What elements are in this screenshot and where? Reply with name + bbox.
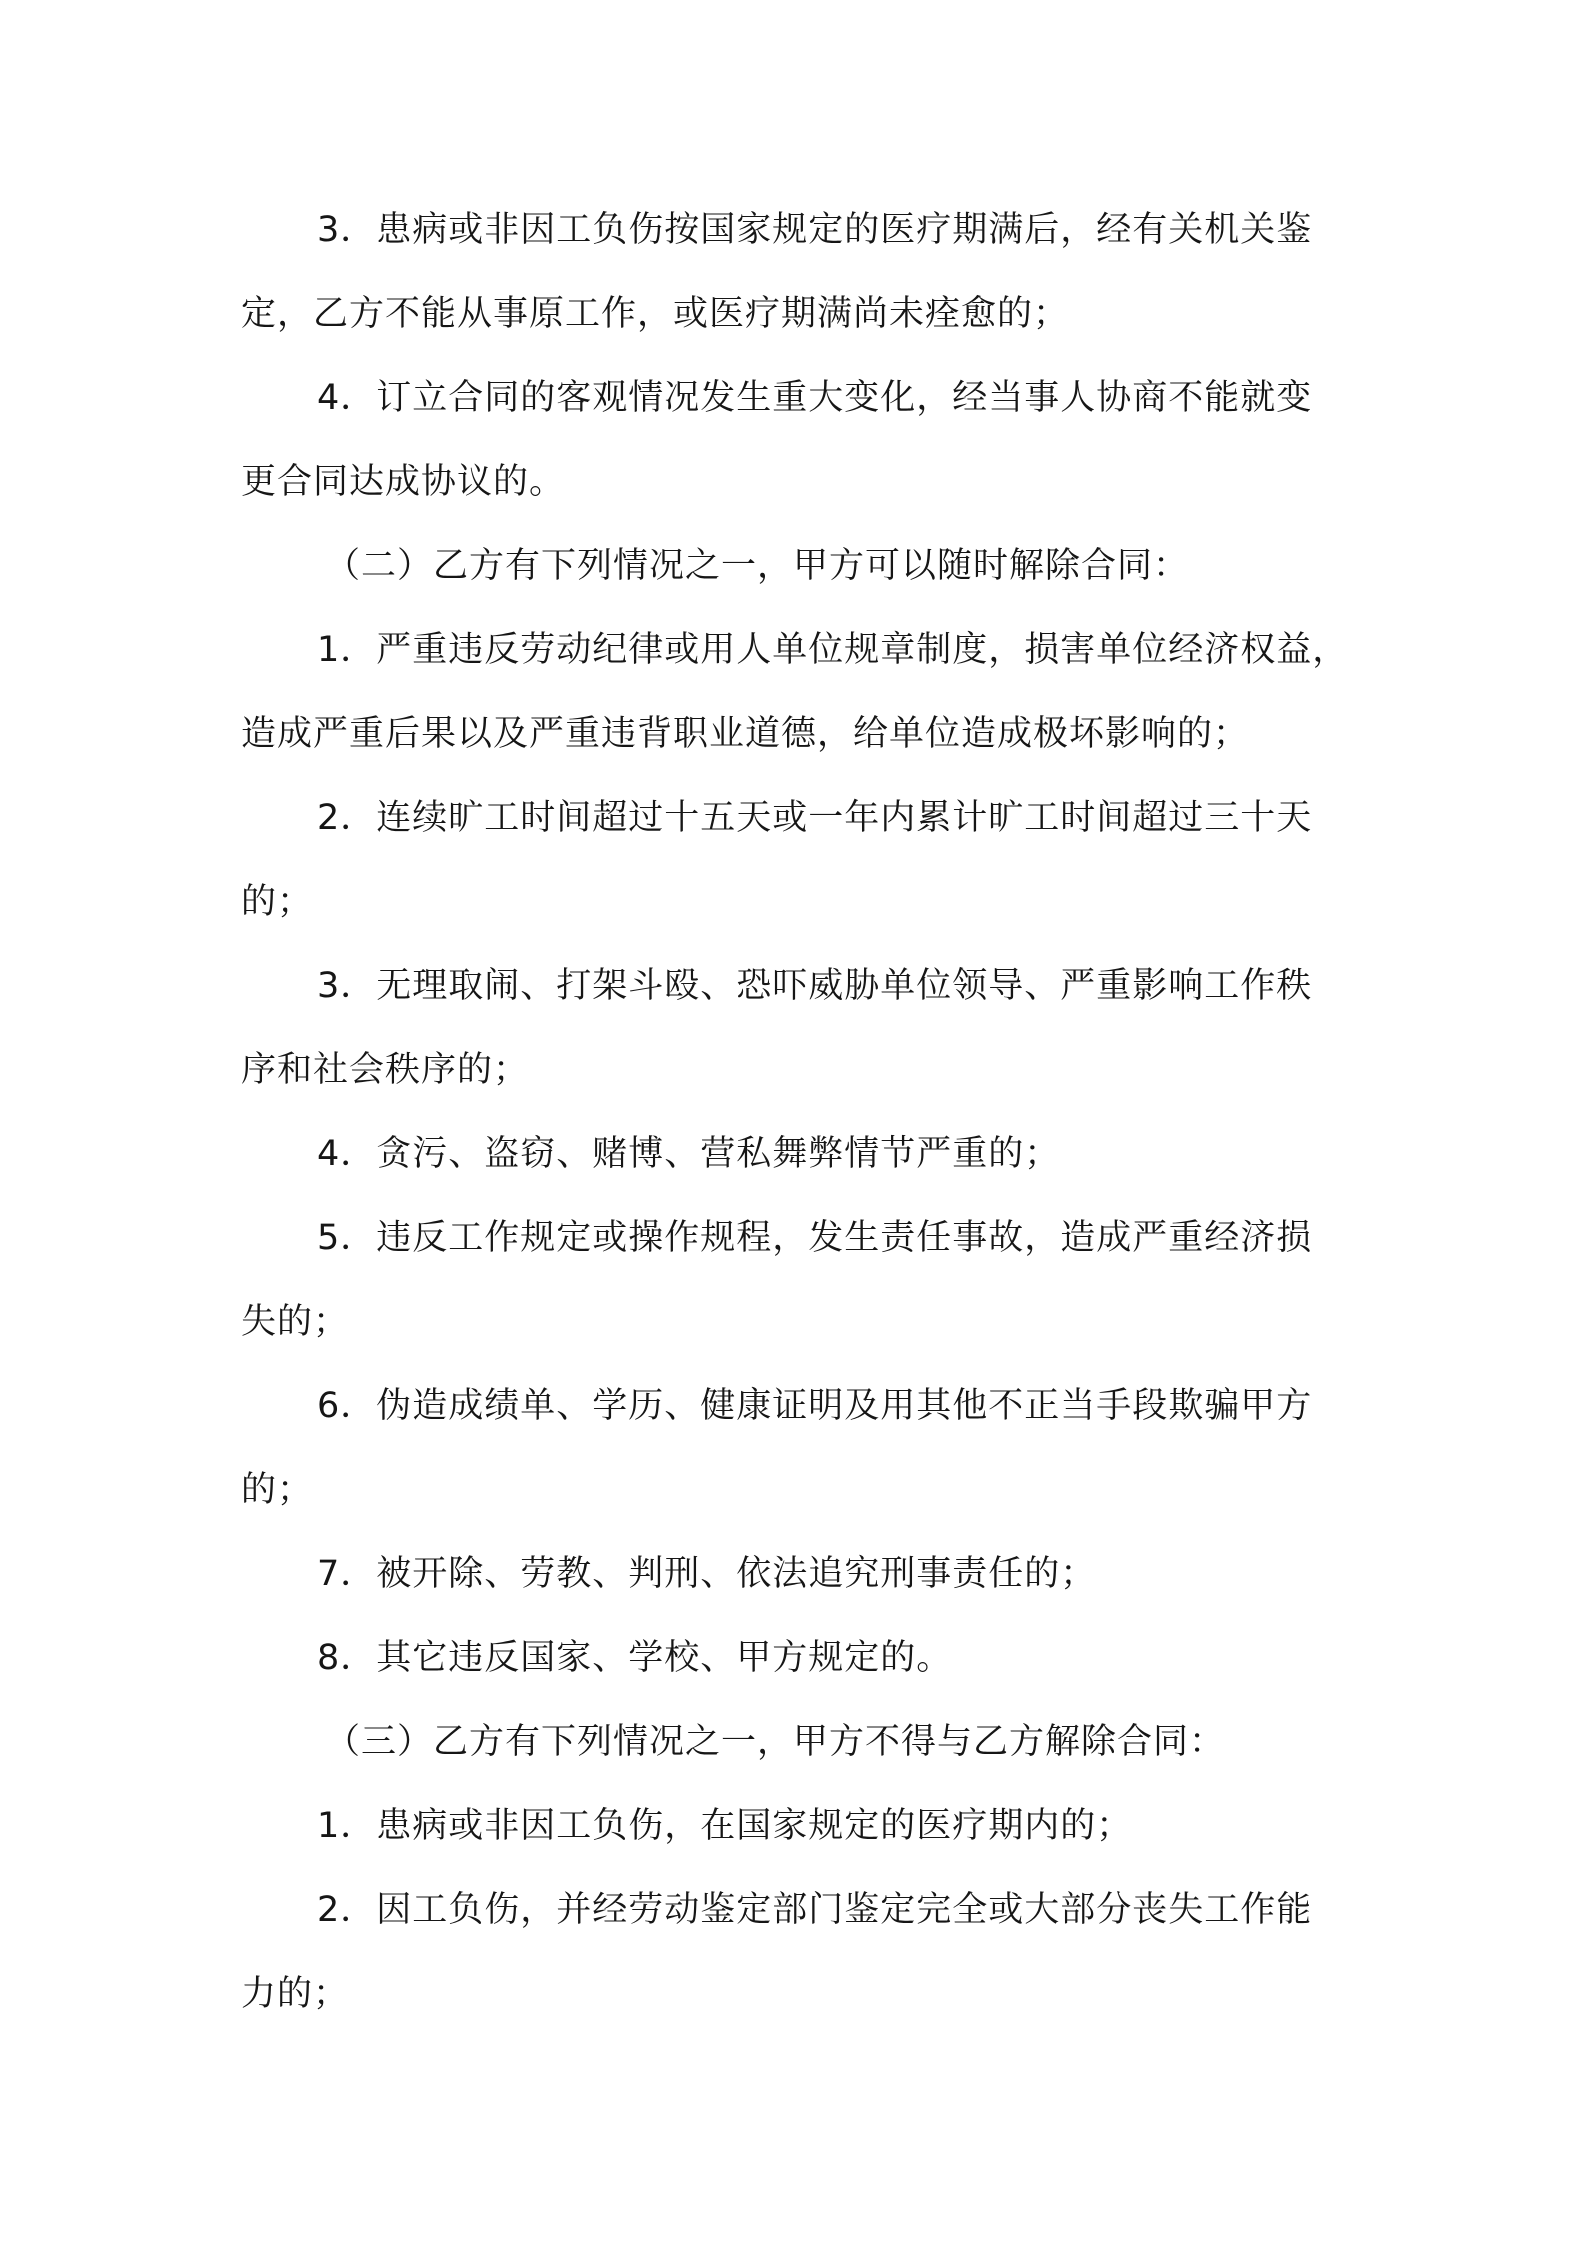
paragraph-line: 7．被开除、劳教、判刑、依法追究刑事责任的； <box>317 1554 1097 1594</box>
paragraph-line: 2．因工负伤，并经劳动鉴定部门鉴定完全或大部分丧失工作能 <box>317 1890 1313 1930</box>
paragraph-line: 3．患病或非因工负伤按国家规定的医疗期满后，经有关机关鉴 <box>317 210 1313 250</box>
paragraph-line: 4．订立合同的客观情况发生重大变化，经当事人协商不能就变 <box>317 378 1313 418</box>
paragraph-line: 5．违反工作规定或操作规程，发生责任事故，造成严重经济损 <box>317 1218 1313 1258</box>
paragraph-line: 1．严重违反劳动纪律或用人单位规章制度，损害单位经济权益， <box>317 630 1349 670</box>
paragraph-line: 2．连续旷工时间超过十五天或一年内累计旷工时间超过三十天 <box>317 798 1313 838</box>
paragraph-line: 造成严重后果以及严重违背职业道德，给单位造成极坏影响的； <box>241 714 1250 754</box>
section-heading-line: （三）乙方有下列情况之一，甲方不得与乙方解除合同： <box>325 1722 1226 1762</box>
paragraph-line: 力的； <box>241 1974 350 2014</box>
paragraph-line: 8．其它违反国家、学校、甲方规定的。 <box>317 1638 953 1678</box>
paragraph-line: 的； <box>241 882 314 922</box>
paragraph-line: 3．无理取闹、打架斗殴、恐吓威胁单位领导、严重影响工作秩 <box>317 966 1313 1006</box>
paragraph-line: 失的； <box>241 1302 350 1342</box>
section-heading-line: （二）乙方有下列情况之一，甲方可以随时解除合同： <box>325 546 1190 586</box>
paragraph-line: 更合同达成协议的。 <box>241 462 566 502</box>
paragraph-line: 的； <box>241 1470 314 1510</box>
paragraph-line: 1．患病或非因工负伤，在国家规定的医疗期内的； <box>317 1806 1133 1846</box>
paragraph-line: 序和社会秩序的； <box>241 1050 530 1090</box>
paragraph-line: 4．贪污、盗窃、赌博、营私舞弊情节严重的； <box>317 1134 1061 1174</box>
paragraph-line: 6．伪造成绩单、学历、健康证明及用其他不正当手段欺骗甲方 <box>317 1386 1313 1426</box>
paragraph-line: 定，乙方不能从事原工作，或医疗期满尚未痊愈的； <box>241 294 1070 334</box>
